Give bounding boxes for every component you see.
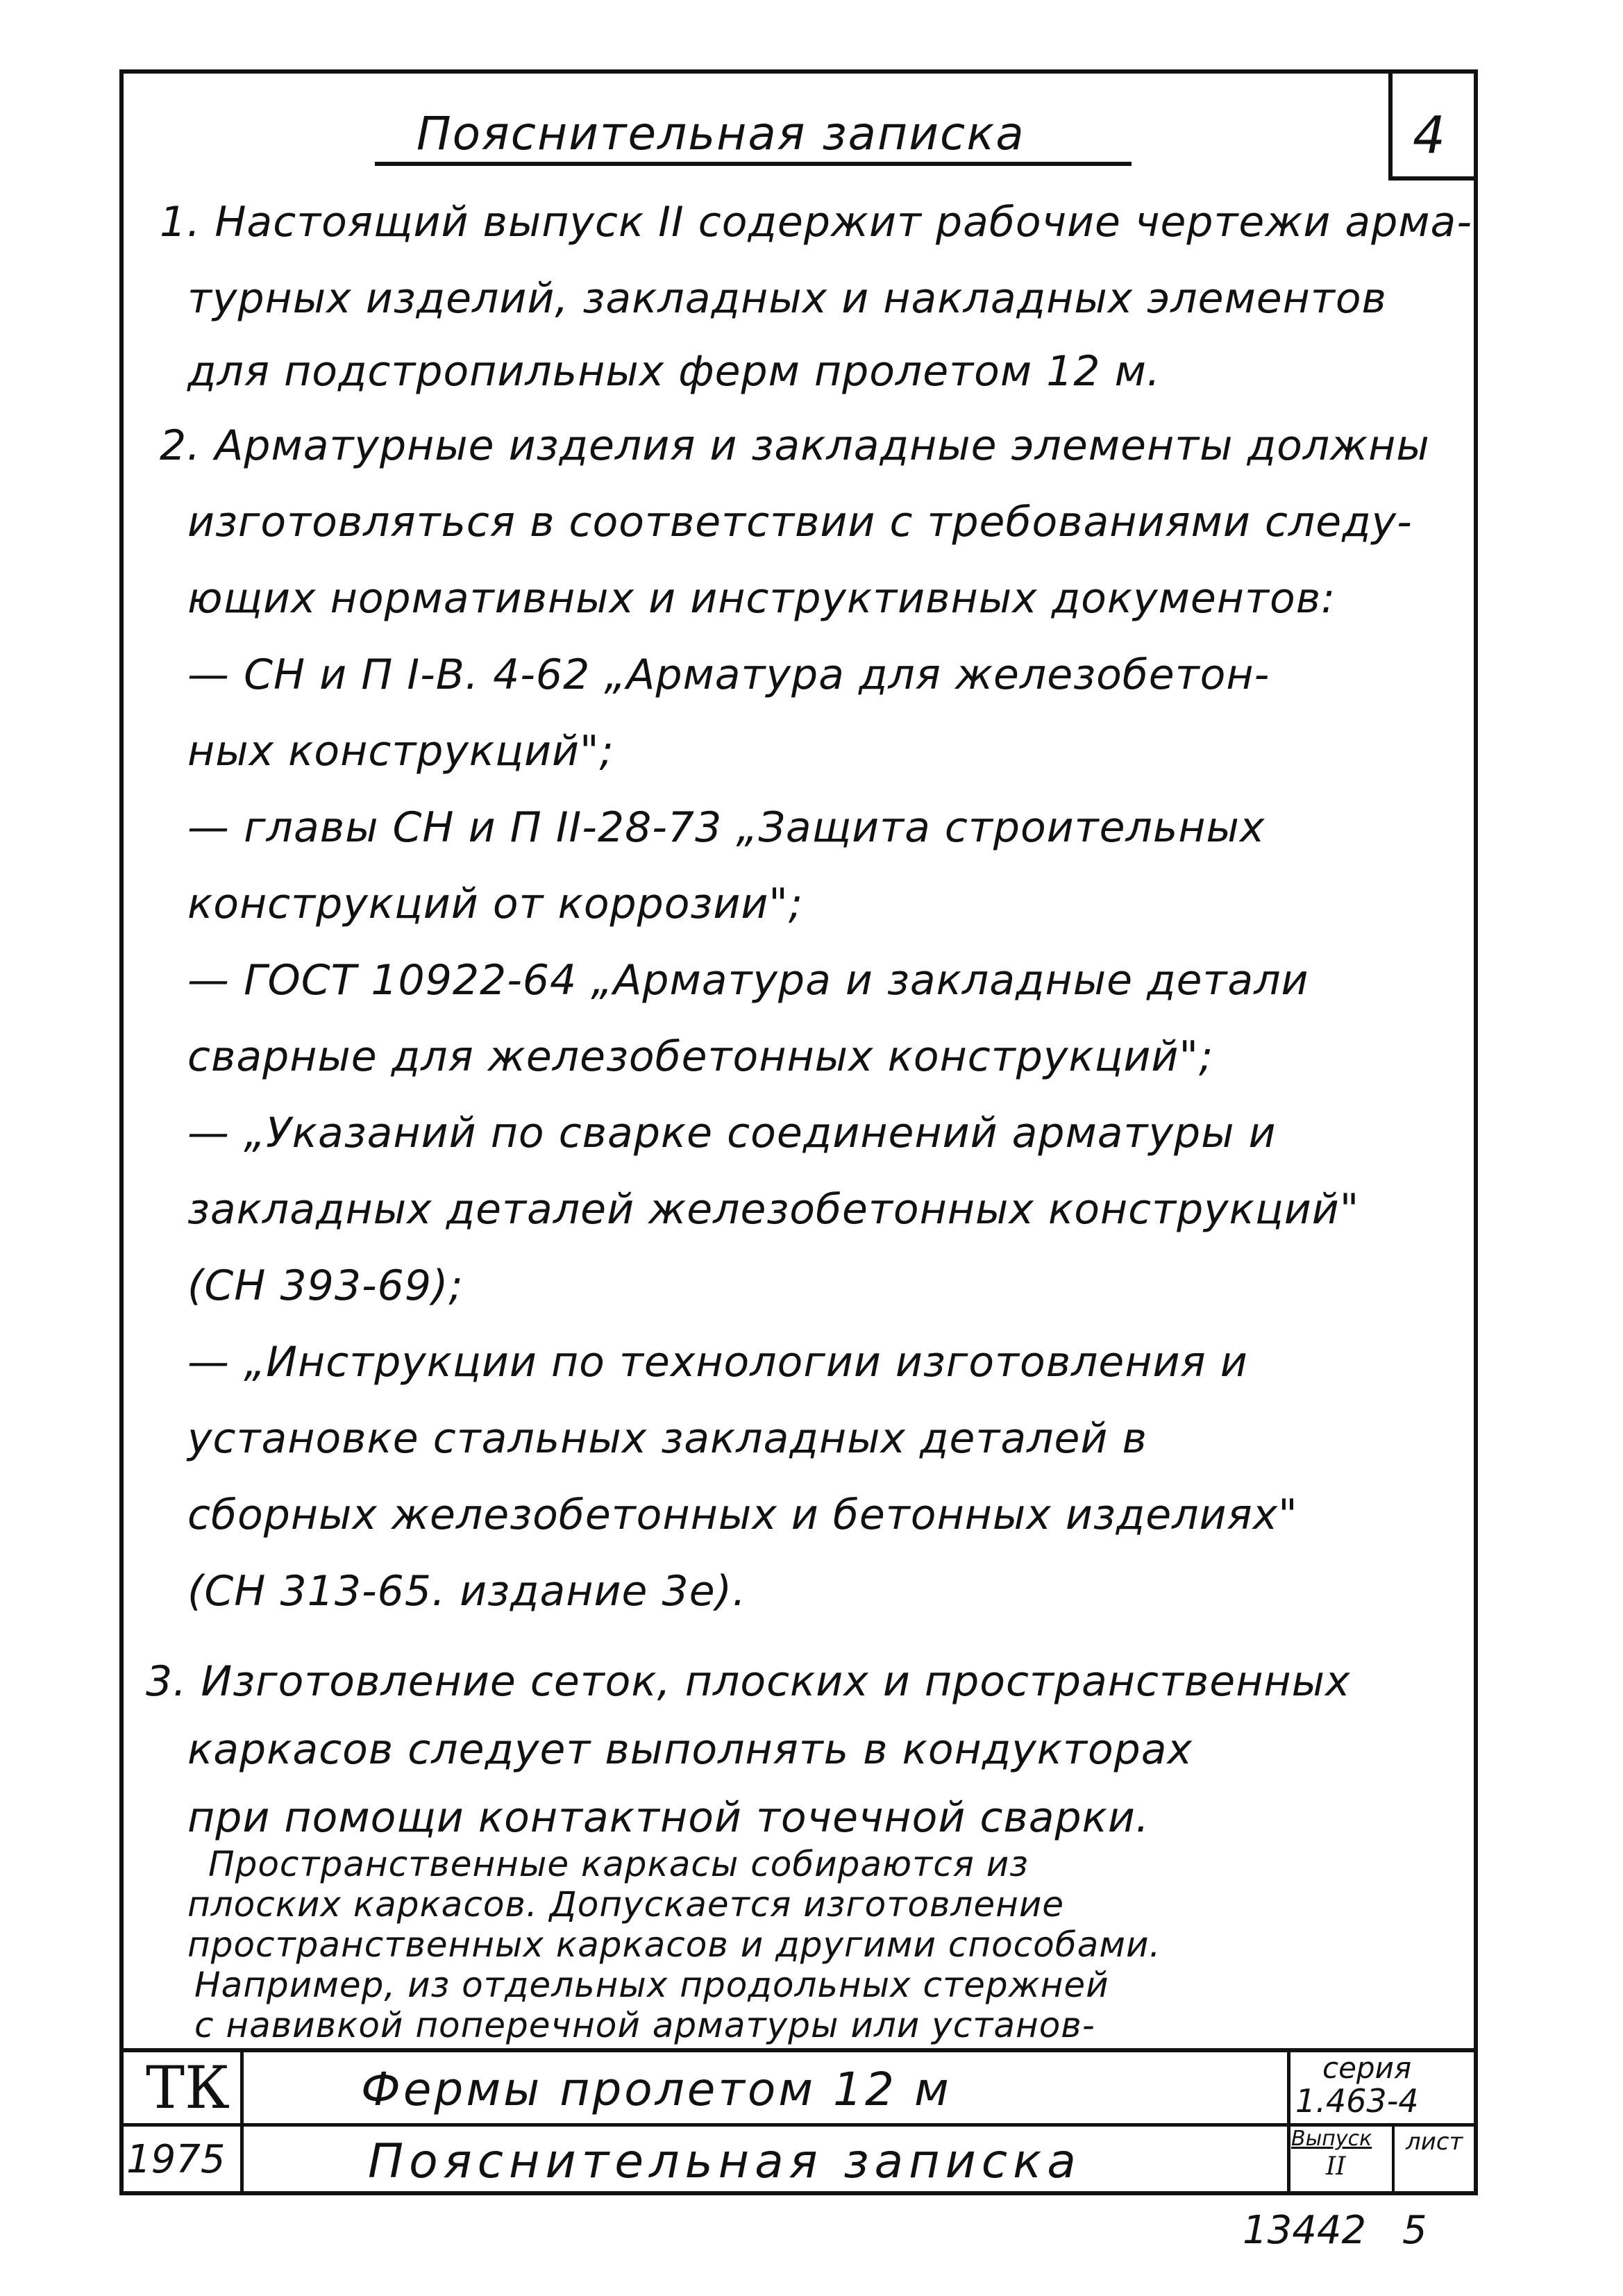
series-value: 1.463-4 — [1295, 2082, 1419, 2120]
title-block-divider — [1392, 2123, 1395, 2195]
body-line: установке стальных закладных деталей в — [187, 1414, 1147, 1463]
body-line: — „Инструкции по технологии изготовления и — [187, 1338, 1248, 1386]
body-line: изготовляться в соответствии с требованиями следу- — [187, 498, 1413, 546]
body-line: Пространственные каркасы собираются из — [208, 1844, 1029, 1884]
body-line: ющих нормативных и инструктивных документов: — [187, 574, 1336, 623]
body-line: с навивкой поперечной арматуры или установ- — [194, 2005, 1095, 2045]
title-block-middle-rule — [119, 2123, 1478, 2127]
archive-sheet-number: 5 — [1402, 2208, 1427, 2253]
title-block-divider — [240, 2048, 244, 2195]
page-number: 4 — [1413, 106, 1446, 165]
archive-number: 13442 — [1243, 2208, 1367, 2253]
title-block-top-rule — [119, 2048, 1478, 2052]
body-line: 2. Арматурные изделия и закладные элементы должны — [160, 421, 1430, 470]
body-line: турных изделий, закладных и накладных элементов — [187, 274, 1387, 323]
body-line: 1. Настоящий выпуск II содержит рабочие чертежи арма- — [160, 198, 1472, 246]
body-line: конструкций от коррозии"; — [187, 880, 804, 928]
body-line: каркасов следует выполнять в кондукторах — [187, 1725, 1193, 1774]
body-line: (СН 313-65. издание 3е). — [187, 1567, 747, 1616]
body-line: закладных деталей железобетонных конструкций" — [187, 1185, 1360, 1234]
body-line: Например, из отдельных продольных стержней — [194, 1965, 1109, 2005]
body-line: — СН и П I-В. 4-62 „Арматура для железобетон- — [187, 651, 1270, 699]
body-line: ных конструкций"; — [187, 727, 614, 776]
body-line: для подстропильных ферм пролетом 12 м. — [187, 347, 1161, 396]
body-line: — ГОСТ 10922-64 „Арматура и закладные детали — [187, 956, 1309, 1005]
title-block-code: ТК — [146, 2054, 230, 2122]
document-title: Пояснительная записка — [417, 107, 1025, 160]
body-line: при помощи контактной точечной сварки. — [187, 1793, 1150, 1842]
issue-value: II — [1326, 2152, 1346, 2181]
body-line: — „Указаний по сварке соединений арматуры и — [187, 1109, 1277, 1157]
body-line: 3. Изготовление сеток, плоских и пространственных — [146, 1657, 1351, 1706]
body-line: пространственных каркасов и другими способами. — [187, 1925, 1161, 1965]
body-line: сварные для железобетонных конструкций"; — [187, 1032, 1214, 1081]
sheet-label: лист — [1406, 2128, 1463, 2156]
title-block-divider — [1287, 2048, 1290, 2195]
title-block-year: 1975 — [126, 2137, 226, 2182]
title-block-name: Фермы пролетом 12 м — [361, 2063, 952, 2116]
issue-label: Выпуск — [1291, 2127, 1372, 2151]
body-line: — главы СН и П II-28-73 „Защита строительных — [187, 803, 1265, 852]
body-line: плоских каркасов. Допускается изготовление — [187, 1884, 1065, 1925]
series-label: серия — [1322, 2051, 1412, 2085]
body-line: сборных железобетонных и бетонных изделиях" — [187, 1491, 1298, 1539]
title-block-sheet-title: Пояснительная записка — [368, 2134, 1082, 2189]
body-line: (СН 393-69); — [187, 1262, 464, 1310]
title-underline — [375, 162, 1132, 166]
